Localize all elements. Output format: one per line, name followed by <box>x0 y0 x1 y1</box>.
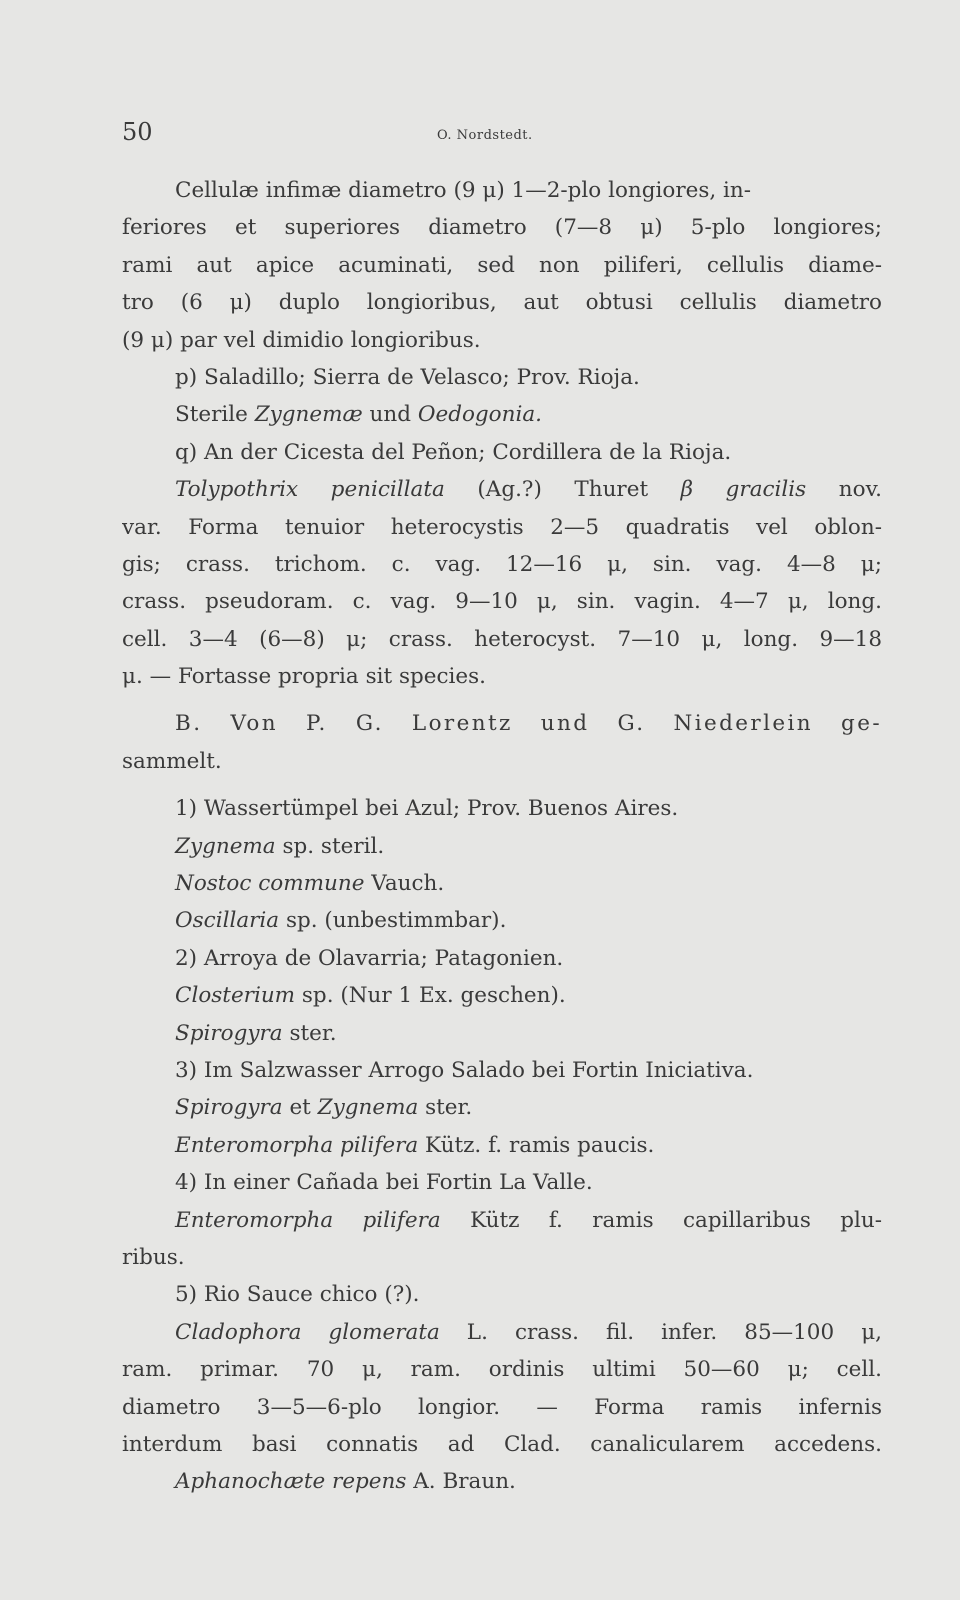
italic-run: Enteromorpha pilifera <box>175 1132 419 1158</box>
italic-run: Cladophora glomerata <box>175 1319 440 1345</box>
text-line <box>122 1089 882 1126</box>
text-line <box>122 743 882 780</box>
text-line <box>122 1351 882 1388</box>
text-line <box>122 1463 882 1500</box>
text-run: p) Saladillo; Sierra de Velasco; Prov. Rioja. <box>175 364 640 390</box>
text-run: (Ag.?) Thuret <box>444 477 681 503</box>
text-run: Vauch. <box>364 871 445 897</box>
text-run: ster. <box>418 1095 473 1121</box>
text-line <box>122 359 882 396</box>
text-run: sammelt. <box>122 748 222 774</box>
text-line <box>122 509 882 546</box>
text-run: nov. <box>806 477 882 503</box>
text-run: ster. <box>282 1020 337 1046</box>
text-run: rami aut apice acuminati, sed non piliferi, cellulis diame- <box>122 252 882 278</box>
text-run: 4) In einer Cañada bei Fortin La Valle. <box>175 1170 593 1196</box>
text-line <box>122 546 882 583</box>
text-run: (9 μ) par vel dimidio longioribus. <box>122 327 481 353</box>
italic-run: Spirogyra <box>175 1020 283 1046</box>
text-run: sp. steril. <box>275 833 385 859</box>
body-text <box>122 172 882 1501</box>
text-line <box>122 1164 882 1201</box>
italic-run: Zygnema <box>317 1095 419 1121</box>
text-run: B. Von P. G. Lorentz und G. Niederlein ge- <box>175 711 882 737</box>
text-run: et <box>282 1095 318 1121</box>
text-line <box>122 284 882 321</box>
text-run: 3) Im Salzwasser Arrogo Salado bei Fortin Iniciativa. <box>175 1057 754 1083</box>
text-run: sp. (unbestimmbar). <box>279 908 507 934</box>
text-run: var. Forma tenuior heterocystis 2—5 quadratis vel oblon- <box>122 514 882 540</box>
text-line <box>122 396 882 433</box>
text-line <box>122 940 882 977</box>
italic-run: Closterium <box>175 983 296 1009</box>
page-number: 50 <box>122 118 153 146</box>
italic-run: Enteromorpha pilifera <box>175 1207 441 1233</box>
text-run: crass. pseudoram. c. vag. 9—10 μ, sin. vagin. 4—7 μ, long. <box>122 589 882 615</box>
text-run: μ. — Fortasse propria sit species. <box>122 664 486 690</box>
text-run: L. crass. fil. infer. 85—100 μ, <box>439 1319 882 1345</box>
text-line <box>122 471 882 508</box>
text-line <box>122 583 882 620</box>
italic-run: Nostoc commune <box>175 871 365 897</box>
text-run: Sterile <box>175 402 255 428</box>
text-line <box>122 172 882 209</box>
text-run: 1) Wassertümpel bei Azul; Prov. Buenos Aires. <box>175 796 679 822</box>
italic-run: Zygnema <box>175 833 276 859</box>
text-run: 5) Rio Sauce chico (?). <box>175 1282 420 1308</box>
italic-run: β gracilis <box>680 477 807 503</box>
text-line <box>122 1239 882 1276</box>
text-line <box>122 209 882 246</box>
text-line <box>122 658 882 695</box>
text-run: q) An der Cicesta del Peñon; Cordillera de la Rioja. <box>175 439 732 465</box>
text-line <box>122 1276 882 1313</box>
text-run: feriores et superiores diametro (7—8 μ) 5-plo longiores; <box>122 215 882 241</box>
text-run: tro (6 μ) duplo longioribus, aut obtusi cellulis diametro <box>122 290 882 316</box>
text-line <box>122 1127 882 1164</box>
italic-run: Zygnemæ <box>254 402 363 428</box>
text-line <box>122 790 882 827</box>
italic-run: Aphanochæte repens <box>175 1469 407 1495</box>
italic-run: Tolypothrix penicillata <box>175 477 445 503</box>
text-line <box>122 1389 882 1426</box>
text-line <box>122 322 882 359</box>
text-line <box>122 977 882 1014</box>
text-line <box>122 247 882 284</box>
text-line <box>122 865 882 902</box>
text-run: 2) Arroya de Olavarria; Patagonien. <box>175 945 564 971</box>
text-run: diametro 3—5—6-plo longior. — Forma ramis infernis <box>122 1394 882 1420</box>
text-run: A. Braun. <box>406 1469 516 1495</box>
text-run: ribus. <box>122 1244 185 1270</box>
text-line <box>122 621 882 658</box>
text-line <box>122 828 882 865</box>
text-line <box>122 1052 882 1089</box>
text-run: Cellulæ infimæ diametro (9 μ) 1—2-plo longiores, in- <box>175 178 752 203</box>
text-line <box>122 1426 882 1463</box>
text-run: und <box>362 402 418 428</box>
text-run: interdum basi connatis ad Clad. canalicularem accedens. <box>122 1431 882 1457</box>
text-run: Kütz. f. ramis paucis. <box>418 1132 655 1158</box>
text-run: gis; crass. trichom. c. vag. 12—16 μ, sin. vag. 4—8 μ; <box>122 551 882 577</box>
text-line <box>122 1314 882 1351</box>
text-run: Kütz f. ramis capillaribus plu- <box>440 1207 882 1233</box>
page-header <box>122 118 900 154</box>
text-line <box>122 902 882 939</box>
text-run: ram. primar. 70 μ, ram. ordinis ultimi 50—60 μ; cell. <box>122 1357 882 1383</box>
text-line <box>122 1202 882 1239</box>
section-heading <box>122 705 882 742</box>
text-run: sp. (Nur 1 Ex. geschen). <box>295 983 566 1009</box>
text-run: cell. 3—4 (6—8) μ; crass. heterocyst. 7—10 μ, long. 9—18 <box>122 626 882 652</box>
italic-run: Oedogonia. <box>417 402 542 428</box>
italic-run: Spirogyra <box>175 1095 283 1121</box>
italic-run: Oscillaria <box>175 908 280 934</box>
text-line <box>122 1015 882 1052</box>
running-head: O. Nordstedt. <box>437 128 533 143</box>
text-line <box>122 434 882 471</box>
